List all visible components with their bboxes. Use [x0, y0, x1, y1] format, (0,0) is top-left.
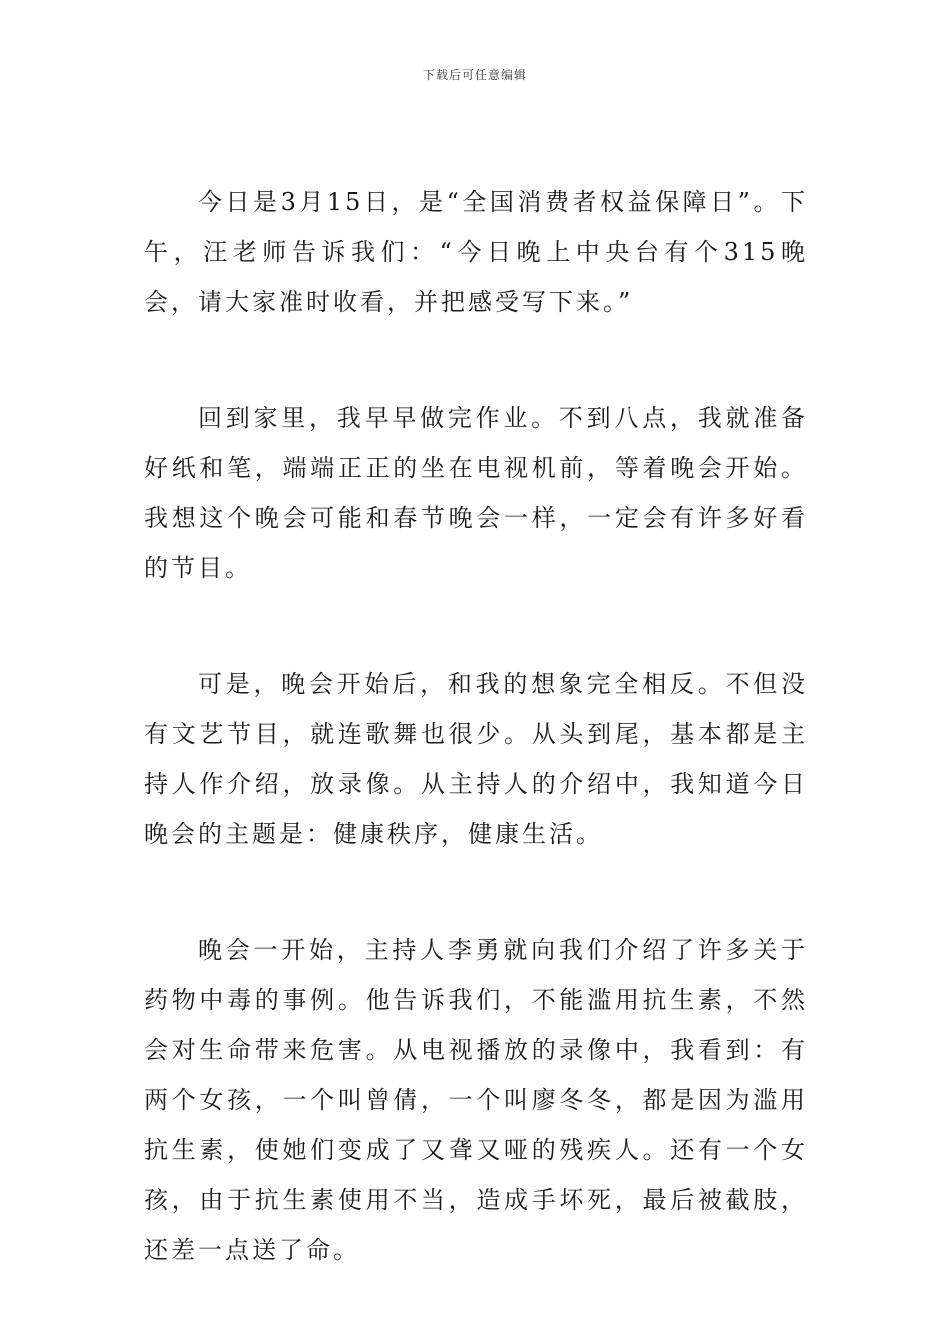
paragraph-1: 今日是3月15日，是“全国消费者权益保障日”。下午，汪老师告诉我们：“今日晚上中央台有个315晚会，请大家准时收看，并把感受写下来。” — [144, 188, 808, 316]
paragraph-2: 回到家里，我早早做完作业。不到八点，我就准备好纸和笔，端端正正的坐在电视机前，等着晚会开始。我想这个晚会可能和春节晚会一样，一定会有许多好看的节目。 — [144, 404, 808, 582]
document-body — [144, 177, 808, 1275]
page-header-note: 下载后可任意编辑 — [422, 68, 527, 82]
paragraph-3: 可是，晚会开始后，和我的想象完全相反。不但没有文艺节目，就连歌舞也很少。从头到尾，基本都是主持人作介绍，放录像。从主持人的介绍中，我知道今日晚会的主题是：健康秩序，健康生活。 — [144, 670, 808, 848]
paragraph-4: 晚会一开始，主持人李勇就向我们介绍了许多关于药物中毒的事例。他告诉我们，不能滥用抗生素，不然会对生命带来危害。从电视播放的录像中，我看到：有两个女孩，一个叫曾倩，一个叫廖冬冬，都是因为滥用抗生素，使她们变成了又聋又哑的残疾人。还有一个女孩，由于抗生素使用不当，造成手坏死，最后被截肢，还差一点送了命。 — [144, 936, 808, 1264]
